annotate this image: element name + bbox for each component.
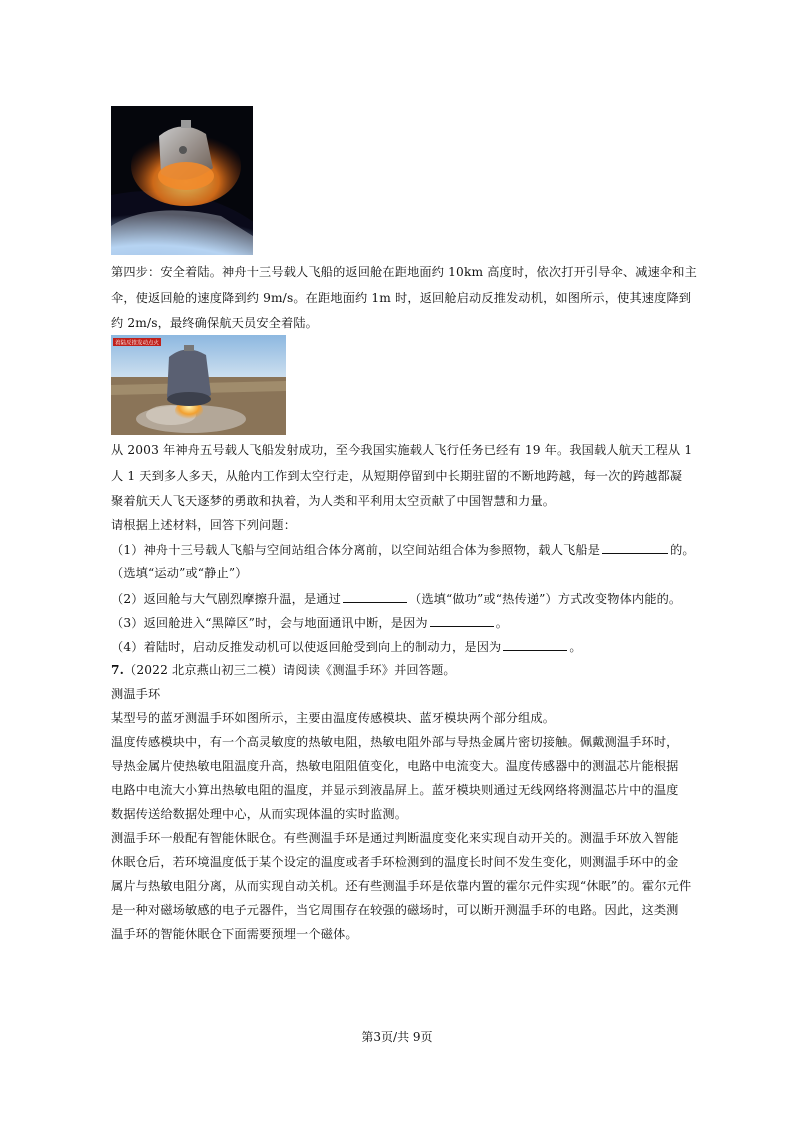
- question-4: [111, 638, 582, 655]
- step4-line-1: 第四步：安全着陆。神舟十三号载人飞船的返回舱在距地面约 10km 高度时，依次打开引导伞、减速伞和主: [111, 265, 697, 279]
- question-7-heading: [111, 662, 456, 678]
- article-para-3-line-5: 温手环的智能休眠仓下面需要预埋一个磁体。: [111, 927, 358, 941]
- article-para-3-line-3: 属片与热敏电阻分离，从而实现自动关机。还有些测温手环是依靠内置的霍尔元件实现“休眠”的。霍尔元件: [111, 879, 692, 893]
- question-1: [111, 541, 695, 558]
- question-2-text: （2）返回舱与大气剧烈摩擦升温，是通过: [111, 592, 341, 606]
- article-para-3-line-1: 测温手环一般配有智能休眠仓。有些测温手环是通过判断温度变化来实现自动开关的。测温手环放入智能: [111, 831, 679, 845]
- question-4-suffix: 。: [569, 640, 582, 654]
- step4-line-3: 约 2m/s，最终确保航天员安全着陆。: [111, 316, 319, 330]
- answer-blank-2[interactable]: [343, 590, 407, 603]
- article-para-3-line-4: 是一种对磁场敏感的电子元器件，当它周围存在较强的磁场时，可以断开测温手环的电路。因此，这类测: [111, 903, 679, 917]
- question-2-suffix: （选填“做功”或“热传递”）方式改变物体内能的。: [408, 592, 682, 606]
- answer-blank-1[interactable]: [602, 541, 668, 554]
- article-title: 测温手环: [111, 687, 161, 701]
- question-3-suffix: 。: [495, 616, 509, 630]
- reentry-capsule-image: [111, 106, 253, 255]
- question-7-text: （2022 北京燕山初三二模）请阅读《测温手环》并回答题。: [124, 663, 456, 677]
- step4-line-2: 伞，使返回舱的速度降到约 9m/s。在距地面约 1m 时，返回舱启动反推发动机，如图所示，使其速度降到: [111, 291, 692, 305]
- closing-line-3: 聚着航天人飞天逐梦的勇敢和执着，为人类和平利用太空贡献了中国智慧和力量。: [111, 494, 556, 508]
- answer-blank-3[interactable]: [430, 614, 494, 627]
- article-para-2-line-1: 温度传感模块中，有一个高灵敏度的热敏电阻，热敏电阻外部与导热金属片密切接触。佩戴测温手环时，: [111, 735, 679, 749]
- question-3: [111, 614, 508, 631]
- article-para-2-line-2: 导热金属片使热敏电阻温度升高，热敏电阻阻值变化，电路中电流变大。温度传感器中的测温芯片能根据: [111, 759, 679, 773]
- question-3-text: （3）返回舱进入“黑障区”时，会与地面通讯中断，是因为: [111, 616, 428, 630]
- article-para-2-line-4: 数据传送给数据处理中心，从而实现体温的实时监测。: [111, 807, 408, 821]
- article-para-1: 某型号的蓝牙测温手环如图所示，主要由温度传感模块、蓝牙模块两个部分组成。: [111, 711, 556, 725]
- questions-prompt: 请根据上述材料，回答下列问题：: [111, 518, 297, 532]
- closing-line-1: 从 2003 年神舟五号载人飞船发射成功，至今我国实施载人飞行任务已经有 19 年。我国载人航天工程从 1: [111, 443, 693, 457]
- landing-banner-text: 着陆反推发动点火: [114, 340, 160, 347]
- question-1-hint: （选填“运动”或“静止”）: [111, 566, 248, 580]
- question-2: [111, 590, 681, 607]
- answer-blank-4[interactable]: [503, 638, 567, 651]
- question-4-text: （4）着陆时，启动反推发动机可以使返回舱受到向上的制动力，是因为: [111, 640, 502, 654]
- article-para-3-line-2: 休眠仓后，若环境温度低于某个设定的温度或者手环检测到的温度长时间不发生变化，则测温手环中的金: [111, 855, 679, 869]
- landing-capsule-image: [111, 335, 286, 435]
- question-1-suffix: 的。: [670, 543, 695, 557]
- question-7-number: 7.: [111, 663, 125, 677]
- closing-line-2: 人 1 天到多人多天，从舱内工作到太空行走，从短期停留到中长期驻留的不断地跨越，每一次的跨越都凝: [111, 469, 683, 483]
- article-para-2-line-3: 电路中电流大小算出热敏电阻的温度，并显示到液晶屏上。蓝牙模块则通过无线网络将测温芯片中的温度: [111, 783, 679, 797]
- page-footer: 第3页/共 9页: [361, 1030, 433, 1044]
- question-1-text: （1）神舟十三号载人飞船与空间站组合体分离前，以空间站组合体为参照物，载人飞船是: [111, 543, 601, 557]
